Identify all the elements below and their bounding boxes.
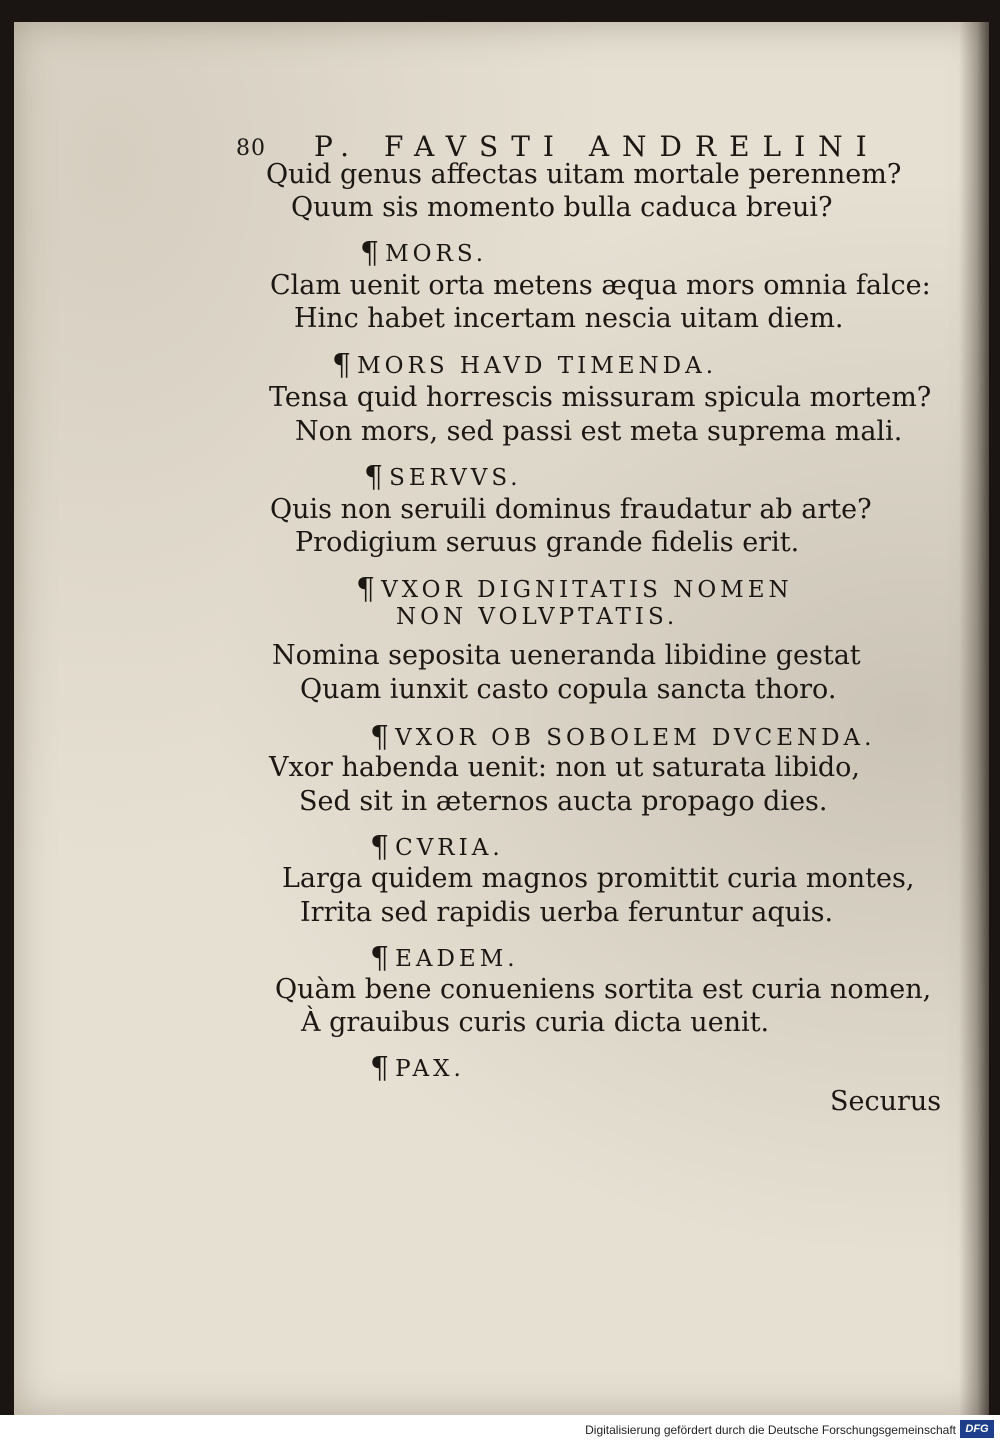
paragraph-mark-icon: ¶ xyxy=(370,830,394,865)
book-page xyxy=(14,22,989,1415)
verse-line: Tensa quid horrescis missuram spicula mortem? xyxy=(269,382,932,413)
page-number: 80 xyxy=(236,136,266,161)
paragraph-mark-icon: ¶ xyxy=(370,1051,394,1086)
section-heading: ¶PAX. xyxy=(370,1051,465,1086)
verse-line: Vxor habenda uenit: non ut saturata libido, xyxy=(269,752,860,783)
page-gutter-shadow xyxy=(959,22,989,1415)
section-heading: ¶CVRIA. xyxy=(370,830,504,865)
dfg-logo-icon: DFG xyxy=(960,1420,994,1438)
verse-line: Prodigium seruus grande fidelis erit. xyxy=(295,527,800,558)
paragraph-mark-icon: ¶ xyxy=(370,941,394,976)
verse-line: Irrita sed rapidis uerba feruntur aquis. xyxy=(300,897,834,928)
verse-line: Quàm bene conueniens sortita est curia nomen, xyxy=(275,974,932,1005)
footer-bar xyxy=(0,1415,1000,1445)
paragraph-mark-icon: ¶ xyxy=(364,460,388,495)
section-heading-continuation: NON VOLVPTATIS. xyxy=(396,604,679,630)
verse-line: Quum sis momento bulla caduca breui? xyxy=(291,192,833,223)
verse-line: Larga quidem magnos promittit curia montes, xyxy=(282,863,915,894)
section-heading: ¶EADEM. xyxy=(370,941,519,976)
verse-line: Quis non seruili dominus fraudatur ab arte? xyxy=(270,494,872,525)
paragraph-mark-icon: ¶ xyxy=(356,572,380,607)
section-heading: ¶MORS HAVD TIMENDA. xyxy=(332,348,718,383)
verse-line: À grauibus curis curia dicta uenit. xyxy=(301,1007,770,1038)
paragraph-mark-icon: ¶ xyxy=(360,236,384,271)
section-heading: ¶VXOR OB SOBOLEM DVCENDA. xyxy=(370,720,876,755)
verse-line: Quam iunxit casto copula sancta thoro. xyxy=(300,674,837,705)
verse-line: Quid genus affectas uitam mortale perennem? xyxy=(266,159,902,190)
verse-line: Nomina seposita ueneranda libidine gestat xyxy=(272,640,861,671)
verse-line: Hinc habet incertam nescia uitam diem. xyxy=(294,303,844,334)
verse-line: Sed sit in æternos aucta propago dies. xyxy=(299,786,828,817)
section-heading: ¶MORS. xyxy=(360,236,488,271)
section-heading: ¶SERVVS. xyxy=(364,460,522,495)
paragraph-mark-icon: ¶ xyxy=(370,720,394,755)
paragraph-mark-icon: ¶ xyxy=(332,348,356,383)
running-head: P. FAVSTI ANDRELINI xyxy=(314,130,880,163)
verse-line: Non mors, sed passi est meta suprema mali. xyxy=(295,416,903,447)
catchword: Securus xyxy=(830,1086,942,1117)
section-heading: ¶VXOR DIGNITATIS NOMEN xyxy=(356,572,793,607)
verse-line: Clam uenit orta metens æqua mors omnia falce: xyxy=(270,270,931,301)
footer-credit: Digitalisierung gefördert durch die Deutsche Forschungsgemeinschaft xyxy=(585,1423,956,1437)
